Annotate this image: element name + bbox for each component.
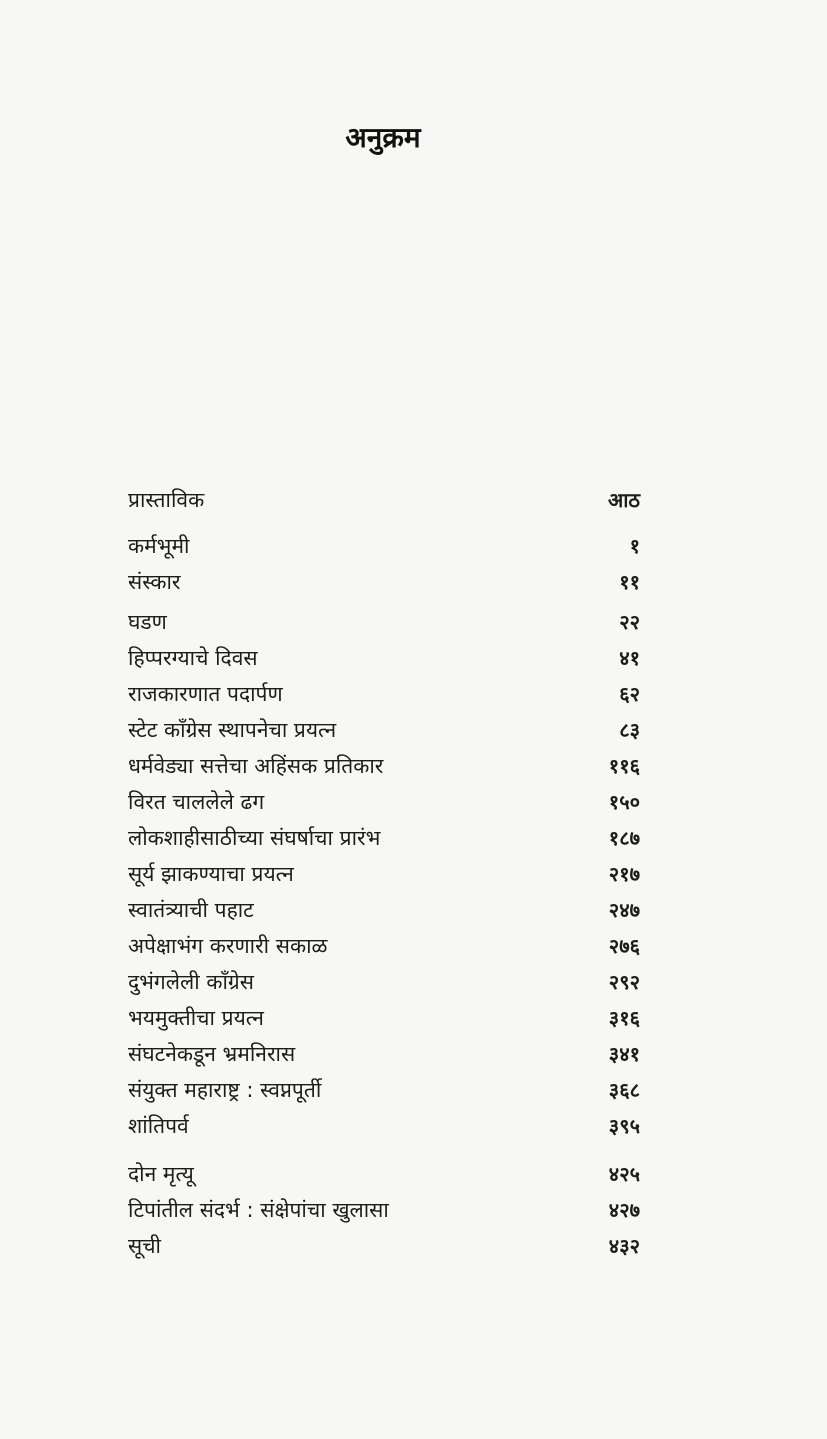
toc-entry-page: २१७ bbox=[608, 862, 640, 886]
toc-entry-title: विरत चाललेले ढग bbox=[128, 790, 265, 814]
toc-entry-page: ३४१ bbox=[608, 1042, 640, 1066]
page-title: अनुक्रम bbox=[345, 121, 421, 154]
toc-entry bbox=[128, 1036, 640, 1072]
toc-entry-page: ४२७ bbox=[608, 1198, 640, 1222]
toc-entry-title: संघटनेकडून भ्रमनिरास bbox=[128, 1042, 296, 1066]
toc-entry-page: ३६८ bbox=[608, 1078, 640, 1102]
toc-entry bbox=[128, 964, 640, 1000]
toc-entry-title: राजकारणात पदार्पण bbox=[128, 682, 283, 706]
toc-entry-title: संस्कार bbox=[128, 570, 181, 594]
toc-entry bbox=[128, 892, 640, 928]
toc-entry-title: धर्मवेड्या सत्तेचा अहिंसक प्रतिकार bbox=[128, 754, 384, 778]
toc-entry-page: ३९५ bbox=[608, 1114, 640, 1138]
table-of-contents bbox=[128, 482, 640, 1264]
toc-entry bbox=[128, 604, 640, 640]
toc-entry bbox=[128, 528, 640, 564]
toc-entry bbox=[128, 712, 640, 748]
toc-entry-title: संयुक्त महाराष्ट्र : स्वप्नपूर्ती bbox=[128, 1078, 322, 1102]
toc-entry bbox=[128, 1108, 640, 1144]
toc-entry bbox=[128, 676, 640, 712]
toc-entry bbox=[128, 1072, 640, 1108]
toc-entry bbox=[128, 748, 640, 784]
toc-entry-title: दोन मृत्यू bbox=[128, 1162, 194, 1186]
toc-entry bbox=[128, 1228, 640, 1264]
toc-entry-title: घडण bbox=[128, 610, 167, 634]
toc-entry-title: दुभंगलेली काँग्रेस bbox=[128, 970, 254, 994]
toc-entry-page: ८३ bbox=[619, 718, 640, 742]
toc-entry-title: सूर्य झाकण्याचा प्रयत्न bbox=[128, 862, 294, 886]
toc-entry-page: ३१६ bbox=[608, 1006, 640, 1030]
toc-entry-page: १८७ bbox=[608, 826, 640, 850]
toc-entry bbox=[128, 784, 640, 820]
toc-entry-page: २४७ bbox=[608, 898, 640, 922]
toc-entry-page: ११ bbox=[619, 570, 640, 594]
toc-entry-title: भयमुक्तीचा प्रयत्न bbox=[128, 1006, 264, 1030]
toc-entry-title: स्वातंत्र्याची पहाट bbox=[128, 898, 254, 922]
toc-entry bbox=[128, 928, 640, 964]
toc-entry-title: अपेक्षाभंग करणारी सकाळ bbox=[128, 934, 328, 958]
toc-entry-page: ४१ bbox=[619, 646, 640, 670]
toc-entry-page: २९२ bbox=[608, 970, 640, 994]
toc-entry-page: ४२५ bbox=[608, 1162, 640, 1186]
toc-entry-title: स्टेट काँग्रेस स्थापनेचा प्रयत्न bbox=[128, 718, 337, 742]
toc-entry-title: लोकशाहीसाठीच्या संघर्षाचा प्रारंभ bbox=[128, 826, 381, 850]
toc-entry bbox=[128, 1156, 640, 1192]
toc-entry-title: कर्मभूमी bbox=[128, 534, 190, 558]
toc-entry-title: टिपांतील संदर्भ : संक्षेपांचा खुलासा bbox=[128, 1198, 389, 1222]
toc-entry-page: २७६ bbox=[608, 934, 640, 958]
toc-entry-title: शांतिपर्व bbox=[128, 1114, 189, 1138]
toc-entry bbox=[128, 482, 640, 518]
toc-entry bbox=[128, 564, 640, 600]
toc-entry-title: हिप्परग्याचे दिवस bbox=[128, 646, 258, 670]
toc-entry-page: ११६ bbox=[608, 754, 640, 778]
toc-entry-page: १५० bbox=[608, 790, 640, 814]
toc-entry bbox=[128, 640, 640, 676]
toc-entry-page: आठ bbox=[607, 488, 640, 512]
toc-entry-page: १ bbox=[629, 534, 640, 558]
toc-entry bbox=[128, 1192, 640, 1228]
toc-entry bbox=[128, 1000, 640, 1036]
toc-entry-page: ६२ bbox=[619, 682, 640, 706]
toc-entry-title: सूची bbox=[128, 1234, 161, 1258]
toc-entry-title: प्रास्ताविक bbox=[128, 488, 205, 512]
toc-entry-page: ४३२ bbox=[608, 1234, 640, 1258]
toc-entry-page: २२ bbox=[619, 610, 640, 634]
toc-entry bbox=[128, 820, 640, 856]
toc-entry bbox=[128, 856, 640, 892]
